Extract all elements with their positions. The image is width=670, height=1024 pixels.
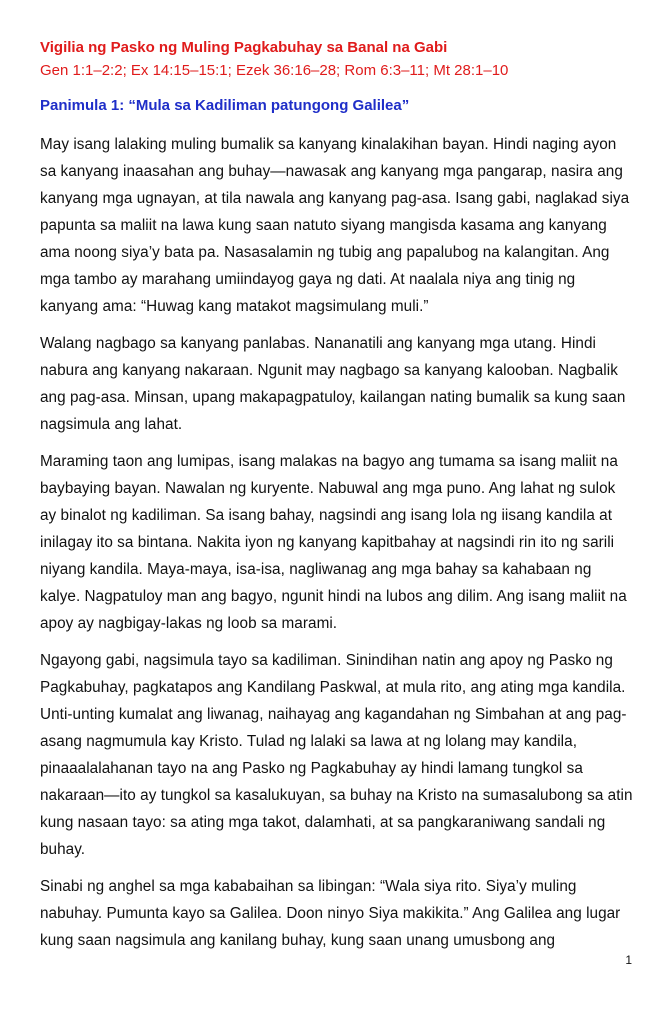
paragraph: Walang nagbago sa kanyang panlabas. Nananatili ang kanyang mga utang. Hindi nabura ang kanyang nakaraan. Ngunit may nagbago sa kanyang kalooban. Nagbalik ang pag-asa. Minsan, upang makapagpatuloy, kailangan nating bumalik sa kung saan nagsimula ang lahat. bbox=[40, 335, 626, 433]
page-number: 1 bbox=[625, 953, 632, 967]
paragraph: Sinabi ng anghel sa mga kababaihan sa libingan: “Wala siya rito. Siya’y muling nabuhay. Pumunta kayo sa Galilea. Doon ninyo Siya makikita.” Ang Galilea ang lugar kung saan nagsimula ang kanilang buhay, kung saan unang umusbong ang bbox=[40, 878, 621, 949]
scripture-references: Gen 1:1–2:2; Ex 14:15–15:1; Ezek 36:16–28; Rom 6:3–11; Mt 28:1–10 bbox=[40, 62, 509, 79]
paragraph: May isang lalaking muling bumalik sa kanyang kinalakihan bayan. Hindi naging ayon sa kanyang inaasahan ang buhay—nawasak ang kanyang mga pangarap, nasira ang kanyang mga ugnayan, at tila nawala ang kanyang pag-asa. Isang gabi, naglakad siya papunta sa maliit na lawa kung saan natuto siyang mangisda kasama ang kanyang ama noong siya’y bata pa. Nasasalamin ng tubig ang papalubog na kalangitan. Ang mga tambo ay marahang umiindayog gaya ng dati. At naalala niya ang tinig ng kanyang ama: “Huwag kang matakot magsimulang muli.” bbox=[40, 136, 630, 315]
section-heading: Panimula 1: “Mula sa Kadiliman patungong Galilea” bbox=[40, 97, 410, 114]
document-title: Vigilia ng Pasko ng Muling Pagkabuhay sa Banal na Gabi bbox=[40, 39, 448, 56]
paragraph: Ngayong gabi, nagsimula tayo sa kadiliman. Sinindihan natin ang apoy ng Pasko ng Pagkabuhay, pagkatapos ang Kandilang Paskwal, at mula rito, ang ating mga kandila. Unti-unting kumalat ang liwanag, naihayag ang kagandahan ng Simbahan at ang pag-asang nagmumula kay Kristo. Tulad ng lalaki sa lawa at ng lolang may kandila, pinaaalalahanan tayo na ang Pasko ng Pagkabuhay ay hindi lamang tungkol sa nakaraan—ito ay tungkol sa kasalukuyan, sa buhay na Kristo na sumasalubong sa atin kung nasaan tayo: sa ating mga takot, dalamhati, at sa pangkaraniwang sandali ng buhay. bbox=[40, 652, 633, 858]
page-content bbox=[40, 36, 635, 954]
paragraph: Maraming taon ang lumipas, isang malakas na bagyo ang tumama sa isang maliit na baybaying bayan. Nawalan ng kuryente. Nabuwal ang mga puno. Ang lahat ng sulok ay binalot ng kadiliman. Sa isang bahay, nagsindi ang isang lola ng iisang kandila at inilagay ito sa bintana. Nakita iyon ng kanyang kapitbahay at nagsindi rin ito ng sarili niyang kandila. Maya-maya, isa-isa, nagliwanag ang mga bahay sa kahabaan ng kalye. Nagpatuloy man ang bagyo, ngunit hindi na lubos ang dilim. Ang isang maliit na apoy ay nagbigay-lakas ng loob sa marami. bbox=[40, 453, 627, 632]
